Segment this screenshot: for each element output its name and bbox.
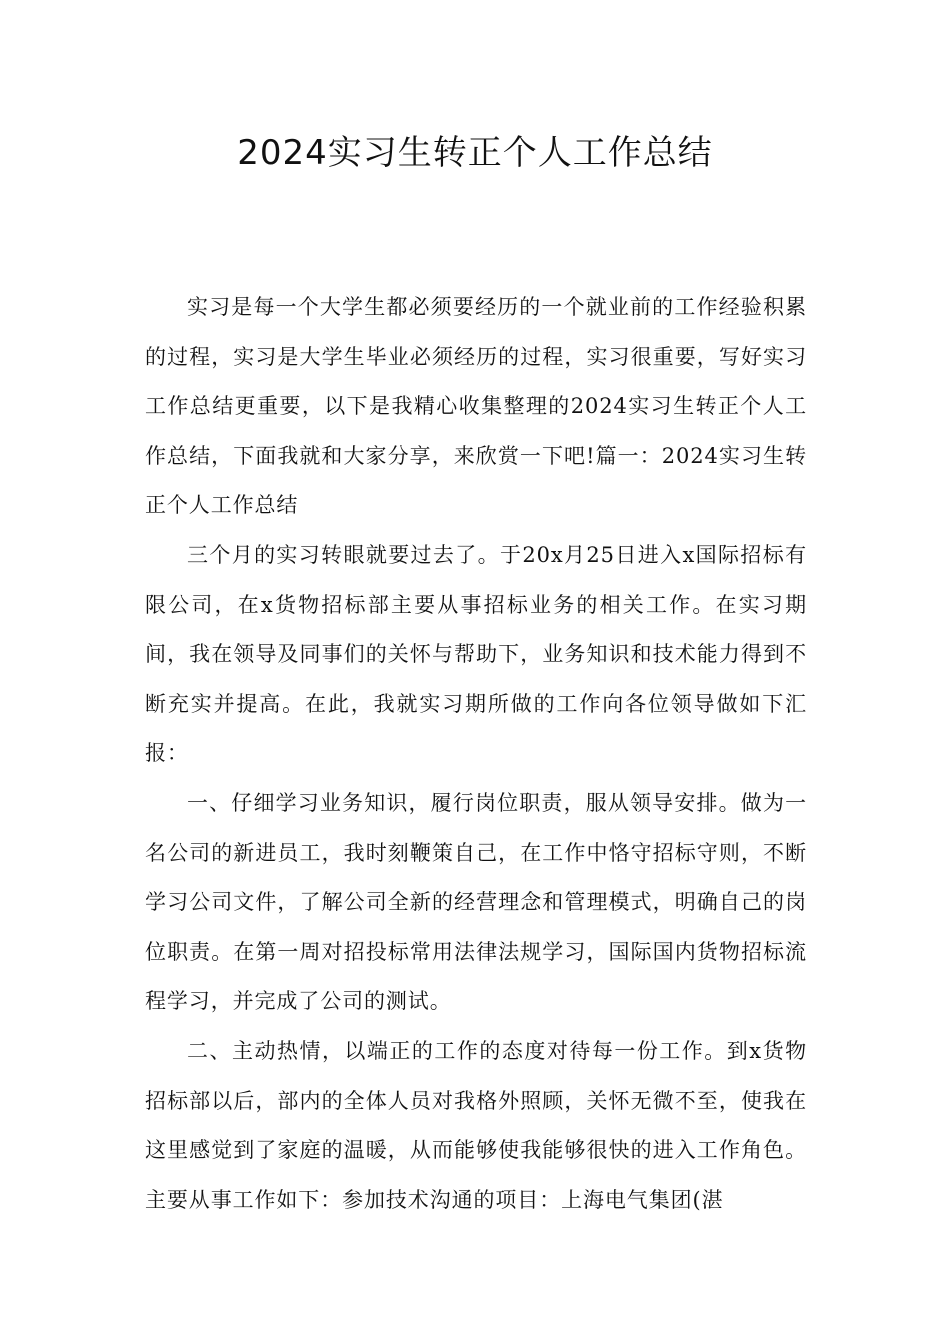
- document-title: 2024实习生转正个人工作总结: [237, 133, 713, 173]
- paragraph-section-one: 一、仔细学习业务知识，履行岗位职责，服从领导安排。做为一名公司的新进员工，我时刻鞭策自己，在工作中恪守招标守则，不断学习公司文件，了解公司全新的经营理念和管理模式，明确自己的岗位职责。在第一周对招投标常用法律法规学习，国际国内货物招标流程学习，并完成了公司的测试。: [145, 790, 807, 1014]
- paragraph-intro: 实习是每一个大学生都必须要经历的一个就业前的工作经验积累的过程，实习是大学生毕业必须经历的过程，实习很重要，写好实习工作总结更重要，以下是我精心收集整理的2024实习生转正个人工作总结，下面我就和大家分享，来欣赏一下吧!篇一：2024实习生转正个人工作总结: [145, 295, 807, 518]
- paragraph-section-two: 二、主动热情，以端正的工作的态度对待每一份工作。到x货物招标部以后，部内的全体人员对我格外照顾，关怀无微不至，使我在这里感觉到了家庭的温暖，从而能够使我能够很快的进入工作角色。主要从事工作如下：参加技术沟通的项目：上海电气集团(湛: [145, 1038, 807, 1212]
- document-body: [145, 283, 807, 1225]
- paragraph-overview: 三个月的实习转眼就要过去了。于20x月25日进入x国际招标有限公司，在x货物招标部主要从事招标业务的相关工作。在实习期间，我在领导及同事们的关怀与帮助下，业务知识和技术能力得到不断充实并提高。在此，我就实习期所做的工作向各位领导做如下汇报：: [145, 542, 807, 766]
